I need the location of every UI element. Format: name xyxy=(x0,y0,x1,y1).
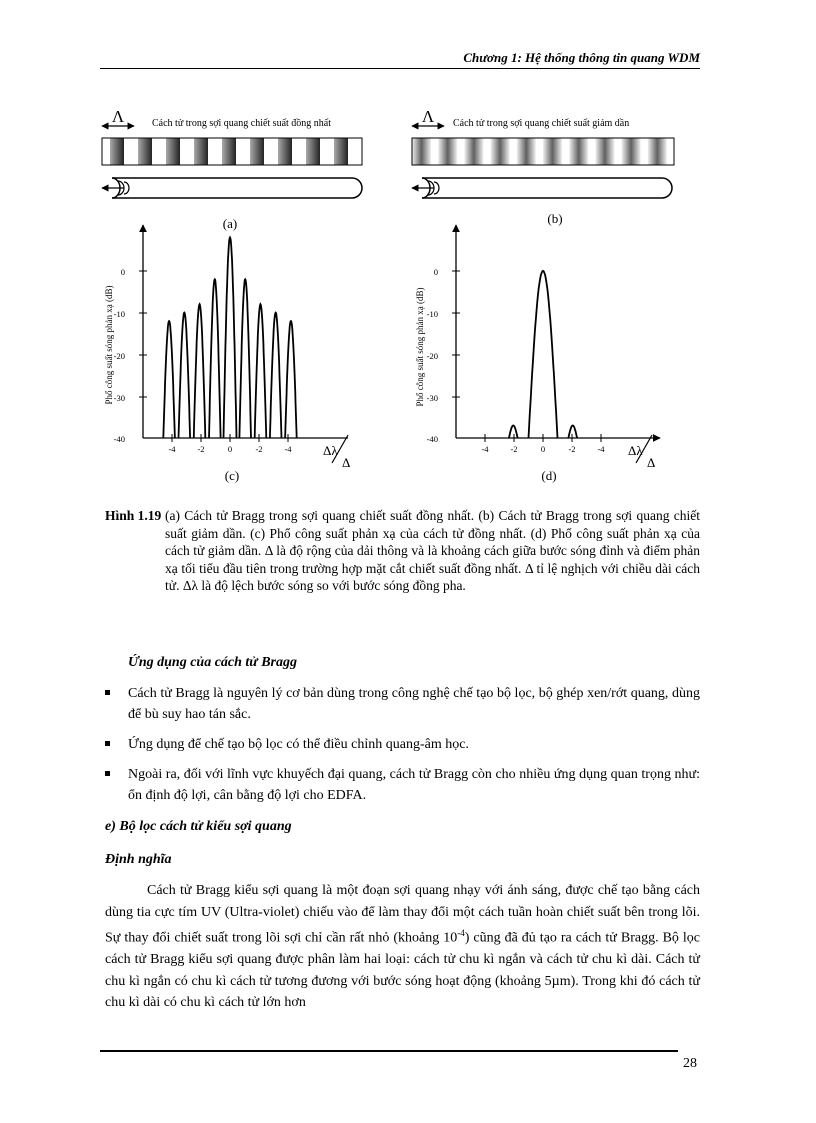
applications-list xyxy=(105,683,700,815)
panel-a-label: (a) xyxy=(222,216,238,231)
chapter-header: Chương 1: Hệ thống thông tin quang WDM xyxy=(463,50,700,65)
spectrum-lobe xyxy=(163,321,175,438)
list-item: Cách tử Bragg là nguyên lý cơ bản dùng trong công nghệ chế tạo bộ lọc, bộ ghép xen/rớt quang, dùng để bù suy hao tán sắc. xyxy=(105,683,700,725)
caption-label: Hình 1.19 xyxy=(105,508,162,523)
xtick-d-4: -4 xyxy=(597,444,605,454)
xtick-c-1: -2 xyxy=(197,444,205,454)
grating-stripe xyxy=(334,138,348,165)
panel-d-label: (d) xyxy=(541,468,557,483)
caption-text: (a) Cách tử Bragg trong sợi quang chiết suất đồng nhất. (b) Cách tử Bragg trong sợi quang chiết suất giảm dần. (c) Phổ công suất phản xạ của cách tử đồng nhất. (d) Phổ công suất phản xạ của cách tử giảm dần. Δ là độ rộng của dải thông và là khoảng cách giữa bước sóng đỉnh và điểm phản xạ tối tiểu đầu tiên trong trường hợp mặt cắt chiết suất đồng nhất. Δ tỉ lệ nghịch với chiều dài cách tử. Δλ là độ lệch bước sóng so với bước sóng đồng pha. xyxy=(165,508,700,593)
grating-stripe xyxy=(222,138,236,165)
ytick-c-3: -30 xyxy=(113,393,125,403)
grating-a-label: Cách tử trong sợi quang chiết suất đồng nhất xyxy=(152,118,332,129)
panel-b-label: (b) xyxy=(547,211,563,226)
xlabel-d-num: Δλ xyxy=(628,443,643,458)
ytick-c-4: -40 xyxy=(113,434,125,444)
spectrum-lobe xyxy=(239,279,251,438)
section-e-heading: e) Bộ lọc cách tử kiểu sợi quang xyxy=(105,819,292,834)
header-rule xyxy=(100,68,700,69)
grating-stripe xyxy=(622,138,641,165)
ytick-d-3: -30 xyxy=(426,393,438,403)
grating-b-label: Cách tử trong sợi quang chiết suất giảm dần xyxy=(453,118,630,129)
grating-stripe xyxy=(648,138,667,165)
grating-stripe xyxy=(166,138,180,165)
page-number: 28 xyxy=(683,1056,697,1071)
list-item: Ứng dụng để chế tạo bộ lọc có thể điều chỉnh quang-âm học. xyxy=(105,734,700,755)
ytick-c-2: -20 xyxy=(113,351,125,361)
figure-caption xyxy=(105,507,700,595)
spectrum-lobe xyxy=(509,426,518,439)
xtick-c-4: -4 xyxy=(284,444,292,454)
ytick-d-1: -10 xyxy=(426,309,438,319)
grating-stripe xyxy=(517,138,536,165)
spectrum-lobe xyxy=(179,313,191,438)
ytick-d-2: -20 xyxy=(426,351,438,361)
spectrum-lobe xyxy=(285,321,297,438)
grating-stripe xyxy=(278,138,292,165)
ytick-d-4: -40 xyxy=(426,434,438,444)
grating-stripe xyxy=(306,138,320,165)
spectrum-lobe xyxy=(194,304,206,438)
grating-stripe xyxy=(194,138,208,165)
xtick-d-2: 0 xyxy=(540,444,546,454)
period-symbol-a: Λ xyxy=(111,107,125,126)
spectrum-lobe xyxy=(529,271,558,438)
grating-stripe xyxy=(491,138,510,165)
spectrum-lobe xyxy=(270,313,282,438)
grating-b xyxy=(412,107,674,198)
spectrum-lobe xyxy=(224,237,237,438)
xlabel-c-num: Δλ xyxy=(323,443,338,458)
definition-paragraph: Cách tử Bragg kiểu sợi quang là một đoạn sợi quang nhạy với ánh sáng, được chế tạo bằng cách dùng tia cực tím UV (Ultra-violet) chiếu vào để làm thay đổi một cách tuần hoàn chiết suất bên trong lõi. Sự thay đổi chiết suất trong lõi sợi chỉ cần rất nhỏ (khoảng $10^{-4}$) cũng đã đủ tạo ra cách tử Bragg. Bộ lọc cách tử Bragg kiểu sợi quang được phân làm hai loại: cách tử chu kì ngắn và cách tử chu kì dài. Cách tử chu kì ngắn có chu kì cách tử tương đương với bước sóng hoạt động (khoảng 5µm). Trong khi đó cách tử chu kì dài có chu kì cách tử lớn hơn xyxy=(105,883,700,1011)
footer-rule xyxy=(100,1050,678,1052)
grating-stripe xyxy=(543,138,562,165)
grating-a xyxy=(102,107,362,198)
definition-heading: Định nghĩa xyxy=(105,852,172,867)
xlabel-c-den: Δ xyxy=(342,455,351,470)
xtick-d-3: -2 xyxy=(568,444,576,454)
ytick-c-1: -10 xyxy=(113,309,125,319)
xtick-c-0: -4 xyxy=(168,444,176,454)
xtick-c-3: -2 xyxy=(255,444,263,454)
list-item: Ngoài ra, đối với lĩnh vực khuyếch đại quang, cách tử Bragg còn cho nhiều ứng dụng quan trọng như: ổn định độ lợi, cân bằng độ lợi cho EDFA. xyxy=(105,764,700,806)
grating-stripe xyxy=(250,138,264,165)
xtick-c-2: 0 xyxy=(227,444,233,454)
grating-stripe xyxy=(412,138,431,165)
spectrum-lobe xyxy=(568,426,577,439)
ylabel-c: Phổ công suất sóng phản xạ (dB) xyxy=(104,285,114,405)
grating-stripe xyxy=(569,138,588,165)
ytick-c-0: 0 xyxy=(120,267,125,277)
chart-c xyxy=(104,225,350,483)
grating-stripe xyxy=(438,138,457,165)
xlabel-d-den: Δ xyxy=(647,455,656,470)
applications-title: Ứng dụng của cách tử Bragg xyxy=(128,655,297,670)
grating-stripe xyxy=(464,138,483,165)
xtick-d-1: -2 xyxy=(510,444,518,454)
xtick-d-0: -4 xyxy=(481,444,489,454)
figure-1-19 xyxy=(90,95,710,495)
ylabel-d: Phổ công suất sóng phản xạ (dB) xyxy=(415,287,425,407)
chart-d xyxy=(415,225,660,483)
panel-c-label: (c) xyxy=(224,468,240,483)
ytick-d-0: 0 xyxy=(433,267,438,277)
spectrum-lobe xyxy=(255,304,267,438)
grating-stripe xyxy=(138,138,152,165)
period-symbol-b: Λ xyxy=(421,107,435,126)
grating-stripe xyxy=(110,138,124,165)
grating-stripe xyxy=(595,138,614,165)
spectrum-lobe xyxy=(209,279,221,438)
